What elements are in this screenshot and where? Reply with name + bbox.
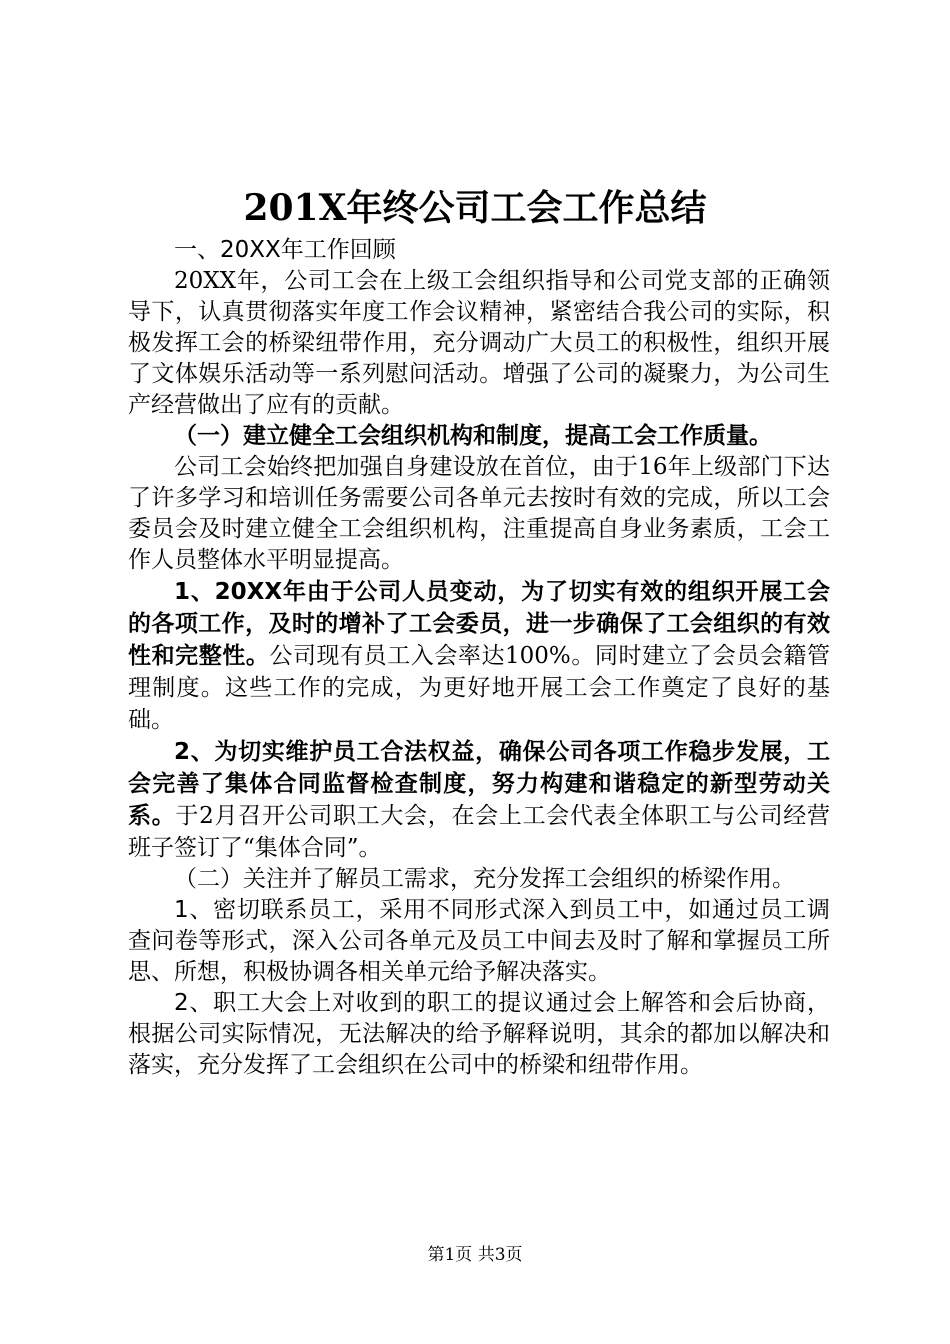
subsection-heading-text: （一）建立健全工会组织机构和制度，提高工会工作质量。 [174, 423, 772, 449]
section-heading [128, 235, 830, 266]
subsection-heading [128, 864, 830, 895]
document-body [128, 235, 830, 1081]
section-heading-text: 一、20XX年工作回顾 [174, 237, 396, 263]
document-title: 201X年终公司工会工作总结 [243, 187, 707, 229]
list-item [128, 576, 830, 736]
page-footer [0, 1244, 950, 1266]
body-paragraph [128, 266, 830, 421]
list-item-text: 2、职工大会上对收到的职工的提议通过会上解答和会后协商，根据公司实际情况，无法解决的给予解释说明，其余的都加以解决和落实，充分发挥了工会组织在公司中的桥梁和纽带作用。 [128, 990, 830, 1078]
list-item-body-text: 于2月召开公司职工大会，在会上工会代表全体职工与公司经营班子签订了“集体合同”。 [128, 803, 830, 861]
list-item-body-text: 公司现有员工入会率达100%。同时建立了会员会籍管理制度。这些工作的完成，为更好地开展工会工作奠定了良好的基础。 [128, 643, 830, 733]
page-number: 第1页 共3页 [427, 1245, 523, 1265]
paragraph-text: 公司工会始终把加强自身建设放在首位，由于16年上级部门下达了许多学习和培训任务需要公司各单元去按时有效的完成，所以工会委员会及时建立健全工会组织机构，注重提高自身业务素质，工会工作人员整体水平明显提高。 [128, 454, 830, 573]
list-item [128, 736, 830, 864]
subsection-heading [128, 421, 830, 452]
list-item-text: 1、密切联系员工，采用不同形式深入到员工中，如通过员工调查问卷等形式，深入公司各单元及员工中间去及时了解和掌握员工所思、所想，积极协调各相关单元给予解决落实。 [128, 897, 830, 985]
list-item [128, 988, 830, 1081]
body-paragraph [128, 452, 830, 576]
list-item-lead-text: 2、为切实维护员工合法权益，确保公司各项工作稳步发展，工会完善了集体合同监督检查制度，努力构建和谐稳定的新型劳动关系。 [128, 739, 830, 829]
subsection-heading-text: （二）关注并了解员工需求，充分发挥工会组织的桥梁作用。 [174, 866, 795, 892]
list-item [128, 895, 830, 988]
list-item-lead-text: 1、20XX年由于公司人员变动，为了切实有效的组织开展工会的各项工作，及时的增补了工会委员，进一步确保了工会组织的有效性和完整性。 [128, 579, 830, 669]
paragraph-text: 20XX年，公司工会在上级工会组织指导和公司党支部的正确领导下，认真贯彻落实年度工作会议精神，紧密结合我公司的实际，积极发挥工会的桥梁纽带作用，充分调动广大员工的积极性，组织开展了文体娱乐活动等一系列慰问活动。增强了公司的凝聚力，为公司生产经营做出了应有的贡献。 [128, 268, 830, 418]
